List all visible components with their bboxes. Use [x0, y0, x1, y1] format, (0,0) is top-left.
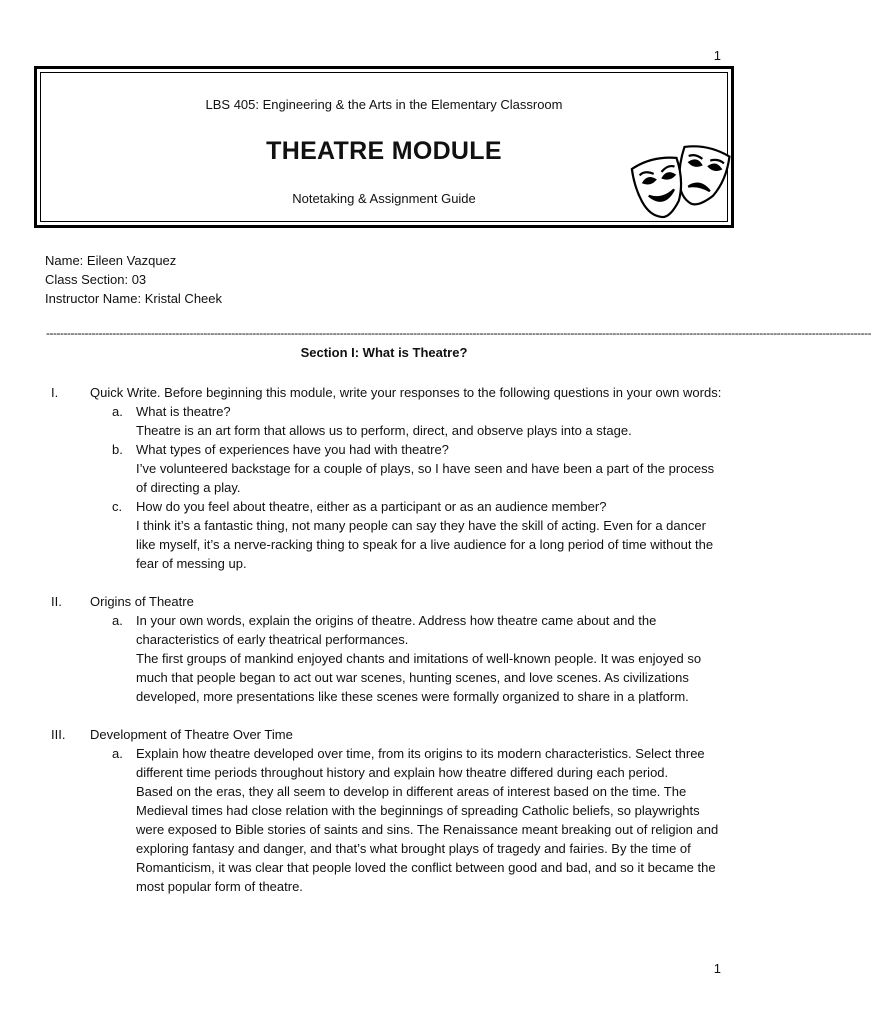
sub-item — [90, 744, 725, 896]
sub-item — [90, 497, 725, 573]
course-title: LBS 405: Engineering & the Arts in the Elementary Classroom — [205, 97, 563, 112]
item-text: Origins of Theatre — [90, 594, 194, 609]
sub-letter: c. — [112, 499, 123, 514]
question-text: How do you feel about theatre, either as a participant or as an audience member? — [136, 499, 607, 514]
outline-item-1 — [45, 383, 725, 573]
outline-list — [45, 383, 725, 896]
roman-numeral: I. — [51, 385, 59, 400]
dashed-divider: -------------------------------------------------------------------------------------------------------------------------------------------------------------------------------------------------------------------------------------------- — [46, 326, 871, 340]
header-box — [34, 66, 734, 228]
page-number-top: 1 — [713, 48, 721, 63]
student-name: Name: Eileen Vazquez — [45, 253, 177, 268]
answer-text: I think it’s a fantastic thing, not many people can say they have the skill of acting. Even for a dancer like myself, it’s a nerve-racking thing to speak for a live audience for a long period of time without the fear of messing up. — [136, 518, 714, 571]
item-text: Development of Theatre Over Time — [90, 727, 293, 742]
question-text: In your own words, explain the origins of theatre. Address how theatre came about and the characteristics of early theatrical performances. — [136, 613, 657, 647]
question-text: Explain how theatre developed over time, from its origins to its modern characteristics. Select three different time periods throughout history and explain how theatre differed during each period. — [136, 746, 705, 780]
sub-item — [90, 611, 725, 706]
class-section: Class Section: 03 — [45, 272, 147, 287]
answer-text: Based on the eras, they all seem to develop in different areas of interest based on the time. The Medieval times had close relation with the beginnings of spreading Catholic beliefs, so playwrights were exposed to Bible stories of saints and sins. The Renaissance meant breaking out of religion and exploring fantasy and danger, and that’s what brought plays of tragedy and fairies. By the time of Romanticism, it was clear that people loved the conflict between good and bad, and so it became the most popular form of theatre. — [136, 784, 719, 894]
theatre-masks-icon — [631, 143, 735, 223]
section-heading: Section I: What is Theatre? — [300, 345, 468, 360]
sub-letter: a. — [112, 613, 123, 628]
module-title: THEATRE MODULE — [266, 137, 502, 165]
outline-item-3 — [45, 725, 725, 896]
sub-letter: a. — [112, 404, 123, 419]
sub-letter: b. — [112, 442, 123, 457]
answer-text: Theatre is an art form that allows us to perform, direct, and observe plays into a stage. — [136, 423, 632, 438]
sub-item — [90, 402, 725, 440]
student-info — [45, 251, 222, 308]
item-text: Quick Write. Before beginning this module, write your responses to the following questions in your own words: — [90, 385, 722, 400]
answer-text: The first groups of mankind enjoyed chants and imitations of well-known people. It was enjoyed so much that people began to act out war scenes, hunting scenes, and love scenes. As civilizations developed, more presentations like these scenes were formally organized to share in a platform. — [136, 651, 702, 704]
question-text: What is theatre? — [136, 404, 231, 419]
sub-letter: a. — [112, 746, 123, 761]
answer-text: I’ve volunteered backstage for a couple of plays, so I have seen and have been a part of the process of directing a play. — [136, 461, 715, 495]
sub-item — [90, 440, 725, 497]
page-number-bottom: 1 — [713, 961, 721, 976]
question-text: What types of experiences have you had with theatre? — [136, 442, 449, 457]
module-subtitle: Notetaking & Assignment Guide — [292, 191, 476, 206]
outline-item-2 — [45, 592, 725, 706]
header-inner-border — [40, 72, 728, 222]
roman-numeral: III. — [51, 727, 66, 742]
roman-numeral: II. — [51, 594, 62, 609]
instructor-name: Instructor Name: Kristal Cheek — [45, 291, 223, 306]
